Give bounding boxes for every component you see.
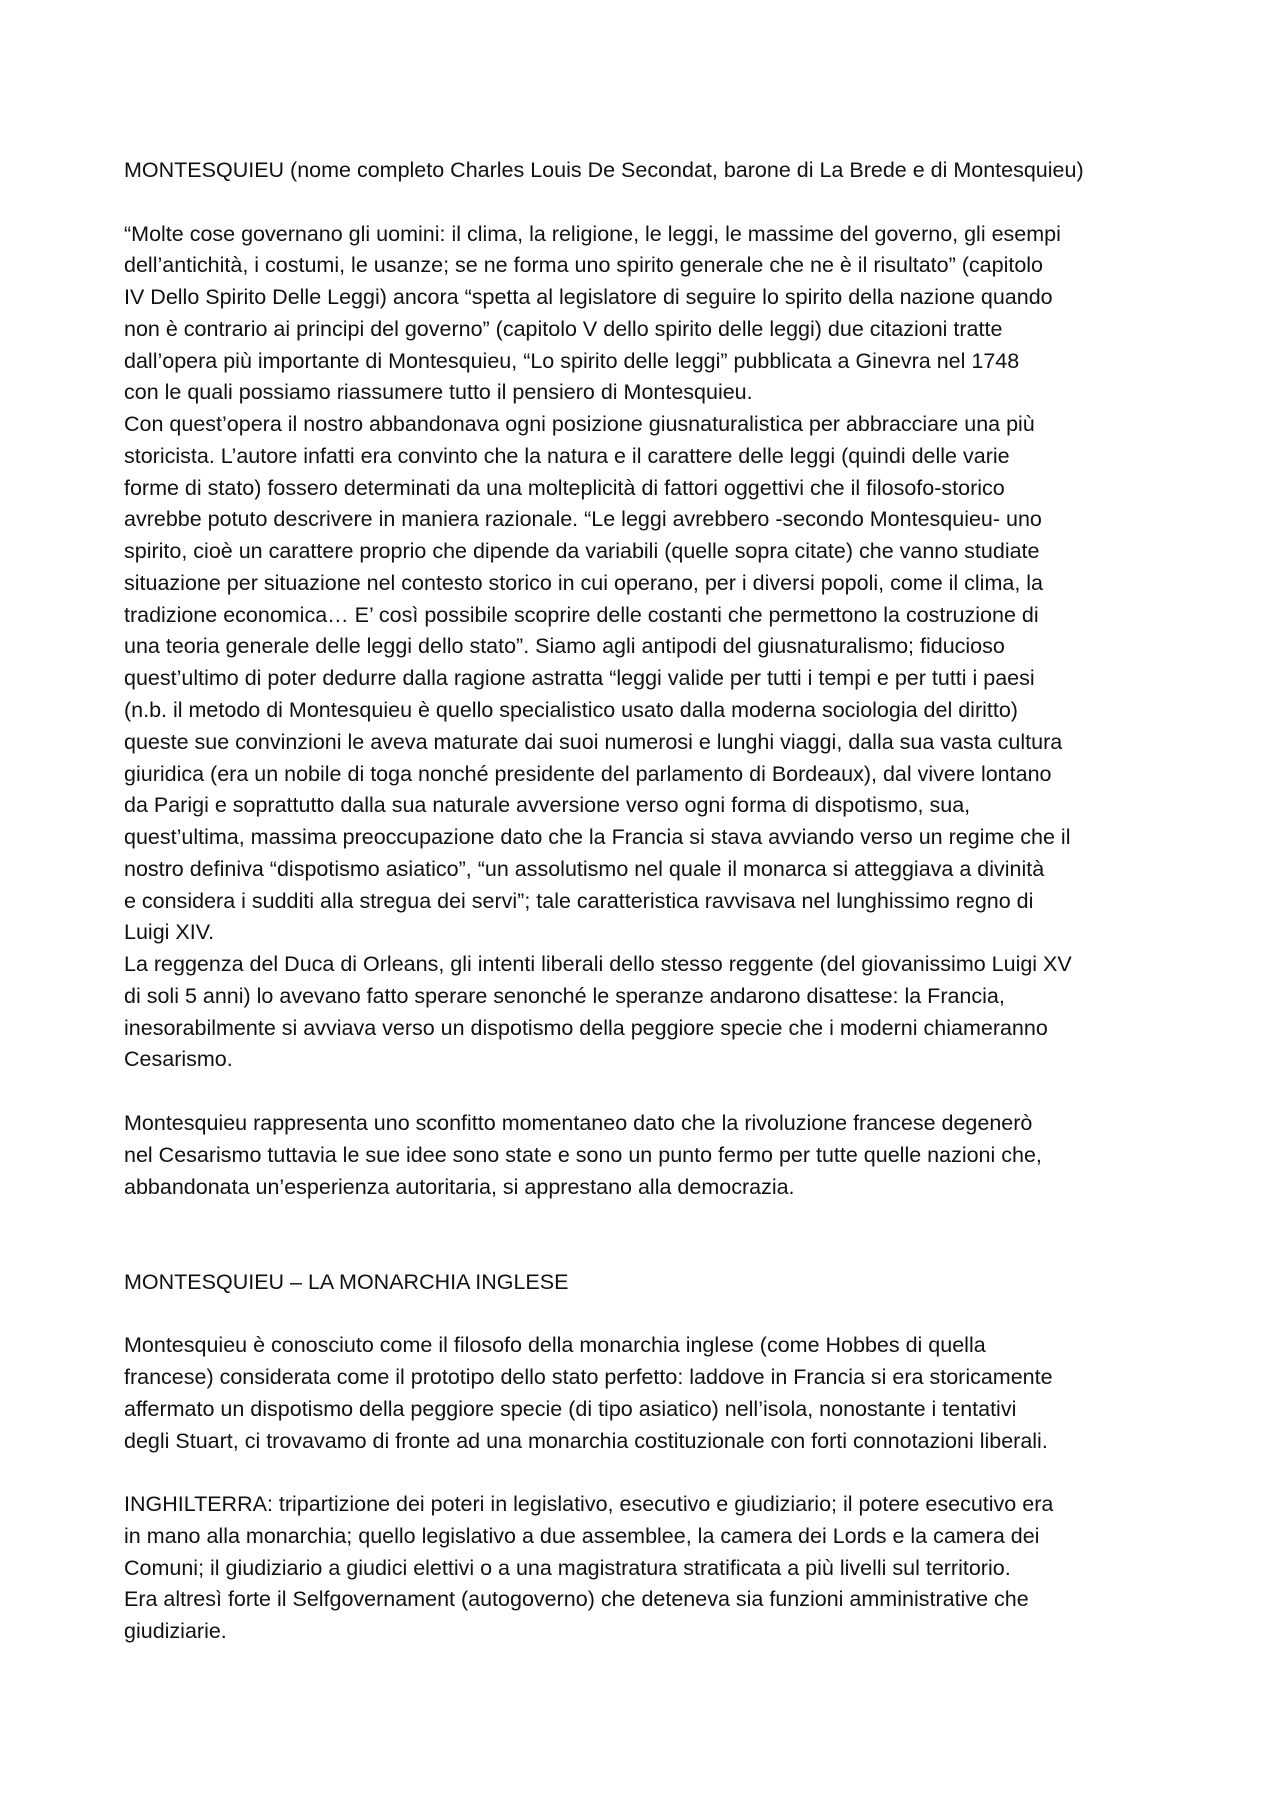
text-line: tradizione economica… E’ così possibile scoprire delle costanti che permettono la costruzione di <box>124 602 1039 627</box>
paragraph-inghilterra <box>124 1489 1244 1648</box>
text-line: Montesquieu rappresenta uno sconfitto momentaneo dato che la rivoluzione francese degenerò <box>124 1110 1033 1135</box>
text-line: La reggenza del Duca di Orleans, gli intenti liberali dello stesso reggente (del giovanissimo Luigi XV <box>124 952 1072 977</box>
text-line: nel Cesarismo tuttavia le sue idee sono state e sono un punto fermo per tutte quelle nazioni che, <box>124 1142 1042 1167</box>
text-line: dall’opera più importante di Montesquieu, “Lo spirito delle leggi” pubblicata a Ginevra nel 1748 <box>124 348 1020 373</box>
heading-montesquieu: MONTESQUIEU (nome completo Charles Louis De Secondat, barone di La Brede e di Montesquieu) <box>124 158 1084 182</box>
text-line: abbandonata un’esperienza autoritaria, si apprestano alla democrazia. <box>124 1174 795 1199</box>
text-line: una teoria generale delle leggi dello stato”. Siamo agli antipodi del giusnaturalismo; fiducioso <box>124 634 1005 659</box>
blank-line <box>124 1299 1244 1331</box>
text-line: Luigi XIV. <box>124 920 215 945</box>
paragraph-conclusione <box>124 1108 1244 1203</box>
text-line: Con quest’opera il nostro abbandonava ogni posizione giusnaturalistica per abbracciare una più <box>124 412 1035 437</box>
text-line: INGHILTERRA: tripartizione dei poteri in legislativo, esecutivo e giudiziario; il potere esecutivo era <box>124 1492 1054 1517</box>
text-line: Era altresì forte il Selfgovernament (autogoverno) che deteneva sia funzioni amministrative che <box>124 1587 1029 1612</box>
text-line: giudiziarie. <box>124 1619 227 1644</box>
text-line: inesorabilmente si avviava verso un dispotismo della peggiore specie che i moderni chiameranno <box>124 1015 1048 1040</box>
paragraph-storicismo <box>124 409 1244 949</box>
text-line: situazione per situazione nel contesto storico in cui operano, per i diversi popoli, come il clima, la <box>124 570 1043 595</box>
text-line: da Parigi e soprattutto dalla sua naturale avversione verso ogni forma di dispotismo, sua, <box>124 793 971 818</box>
text-line: IV Dello Spirito Delle Leggi) ancora “spetta al legislatore di seguire lo spirito della nazione quando <box>124 285 1053 310</box>
blank-line <box>124 1076 1244 1108</box>
text-line: e considera i sudditi alla stregua dei servi”; tale caratteristica ravvisava nel lunghissimo regno di <box>124 888 1034 913</box>
text-line: forme di stato) fossero determinati da una molteplicità di fattori oggettivi che il filosofo-storico <box>124 475 1005 500</box>
document-page <box>124 155 1244 1648</box>
text-line: Cesarismo. <box>124 1047 233 1072</box>
text-line: (n.b. il metodo di Montesquieu è quello specialistico usato dalla moderna sociologia del diritto) <box>124 698 1018 723</box>
text-line: con le quali possiamo riassumere tutto il pensiero di Montesquieu. <box>124 380 753 405</box>
text-line: in mano alla monarchia; quello legislativo a due assemblee, la camera dei Lords e la camera dei <box>124 1523 1040 1548</box>
blank-lines <box>124 1203 1244 1267</box>
paragraph-quotes <box>124 219 1244 410</box>
text-line: degli Stuart, ci trovavamo di fronte ad una monarchia costituzionale con forti connotazioni liberali. <box>124 1428 1048 1453</box>
text-line: Montesquieu è conosciuto come il filosofo della monarchia inglese (come Hobbes di quella <box>124 1333 986 1358</box>
heading-monarchia-inglese: MONTESQUIEU – LA MONARCHIA INGLESE <box>124 1269 569 1294</box>
text-line: di soli 5 anni) lo avevano fatto sperare senonché le speranze andarono disattese: la Francia, <box>124 983 1005 1008</box>
paragraph-reggenza <box>124 949 1244 1076</box>
text-line: Comuni; il giudiziario a giudici elettivi o a una magistratura stratificata a più livelli sul territorio. <box>124 1555 1011 1580</box>
text-line: non è contrario ai principi del governo” (capitolo V dello spirito delle leggi) due citazioni tratte <box>124 316 1003 341</box>
text-line: giuridica (era un nobile di toga nonché presidente del parlamento di Bordeaux), dal vivere lontano <box>124 761 1052 786</box>
text-line: storicista. L’autore infatti era convinto che la natura e il carattere delle leggi (quindi delle varie <box>124 443 1010 468</box>
text-line: nostro definiva “dispotismo asiatico”, “un assolutismo nel quale il monarca si atteggiava a divinità <box>124 856 1045 881</box>
text-line: queste sue convinzioni le aveva maturate dai suoi numerosi e lunghi viaggi, dalla sua vasta cultura <box>124 729 1063 754</box>
text-line: avrebbe potuto descrivere in maniera razionale. “Le leggi avrebbero -secondo Montesquieu- uno <box>124 507 1042 532</box>
blank-line <box>124 187 1244 219</box>
text-line: francese) considerata come il prototipo dello stato perfetto: laddove in Francia si era storicamente <box>124 1365 1053 1390</box>
text-line: dell’antichità, i costumi, le usanze; se ne forma uno spirito generale che ne è il risultato” (capitolo <box>124 253 1044 278</box>
text-line: quest’ultimo di poter dedurre dalla ragione astratta “leggi valide per tutti i tempi e per tutti i paesi <box>124 666 1035 691</box>
paragraph-monarchia <box>124 1330 1244 1457</box>
text-line: “Molte cose governano gli uomini: il clima, la religione, le leggi, le massime del governo, gli esempi <box>124 221 1061 246</box>
text-line: spirito, cioè un carattere proprio che dipende da variabili (quelle sopra citate) che vanno studiate <box>124 539 1040 564</box>
text-line: affermato un dispotismo della peggiore specie (di tipo asiatico) nell’isola, nonostante i tentativi <box>124 1396 1017 1421</box>
blank-line <box>124 1457 1244 1489</box>
text-line: quest’ultima, massima preoccupazione dato che la Francia si stava avviando verso un regime che il <box>124 825 1071 850</box>
